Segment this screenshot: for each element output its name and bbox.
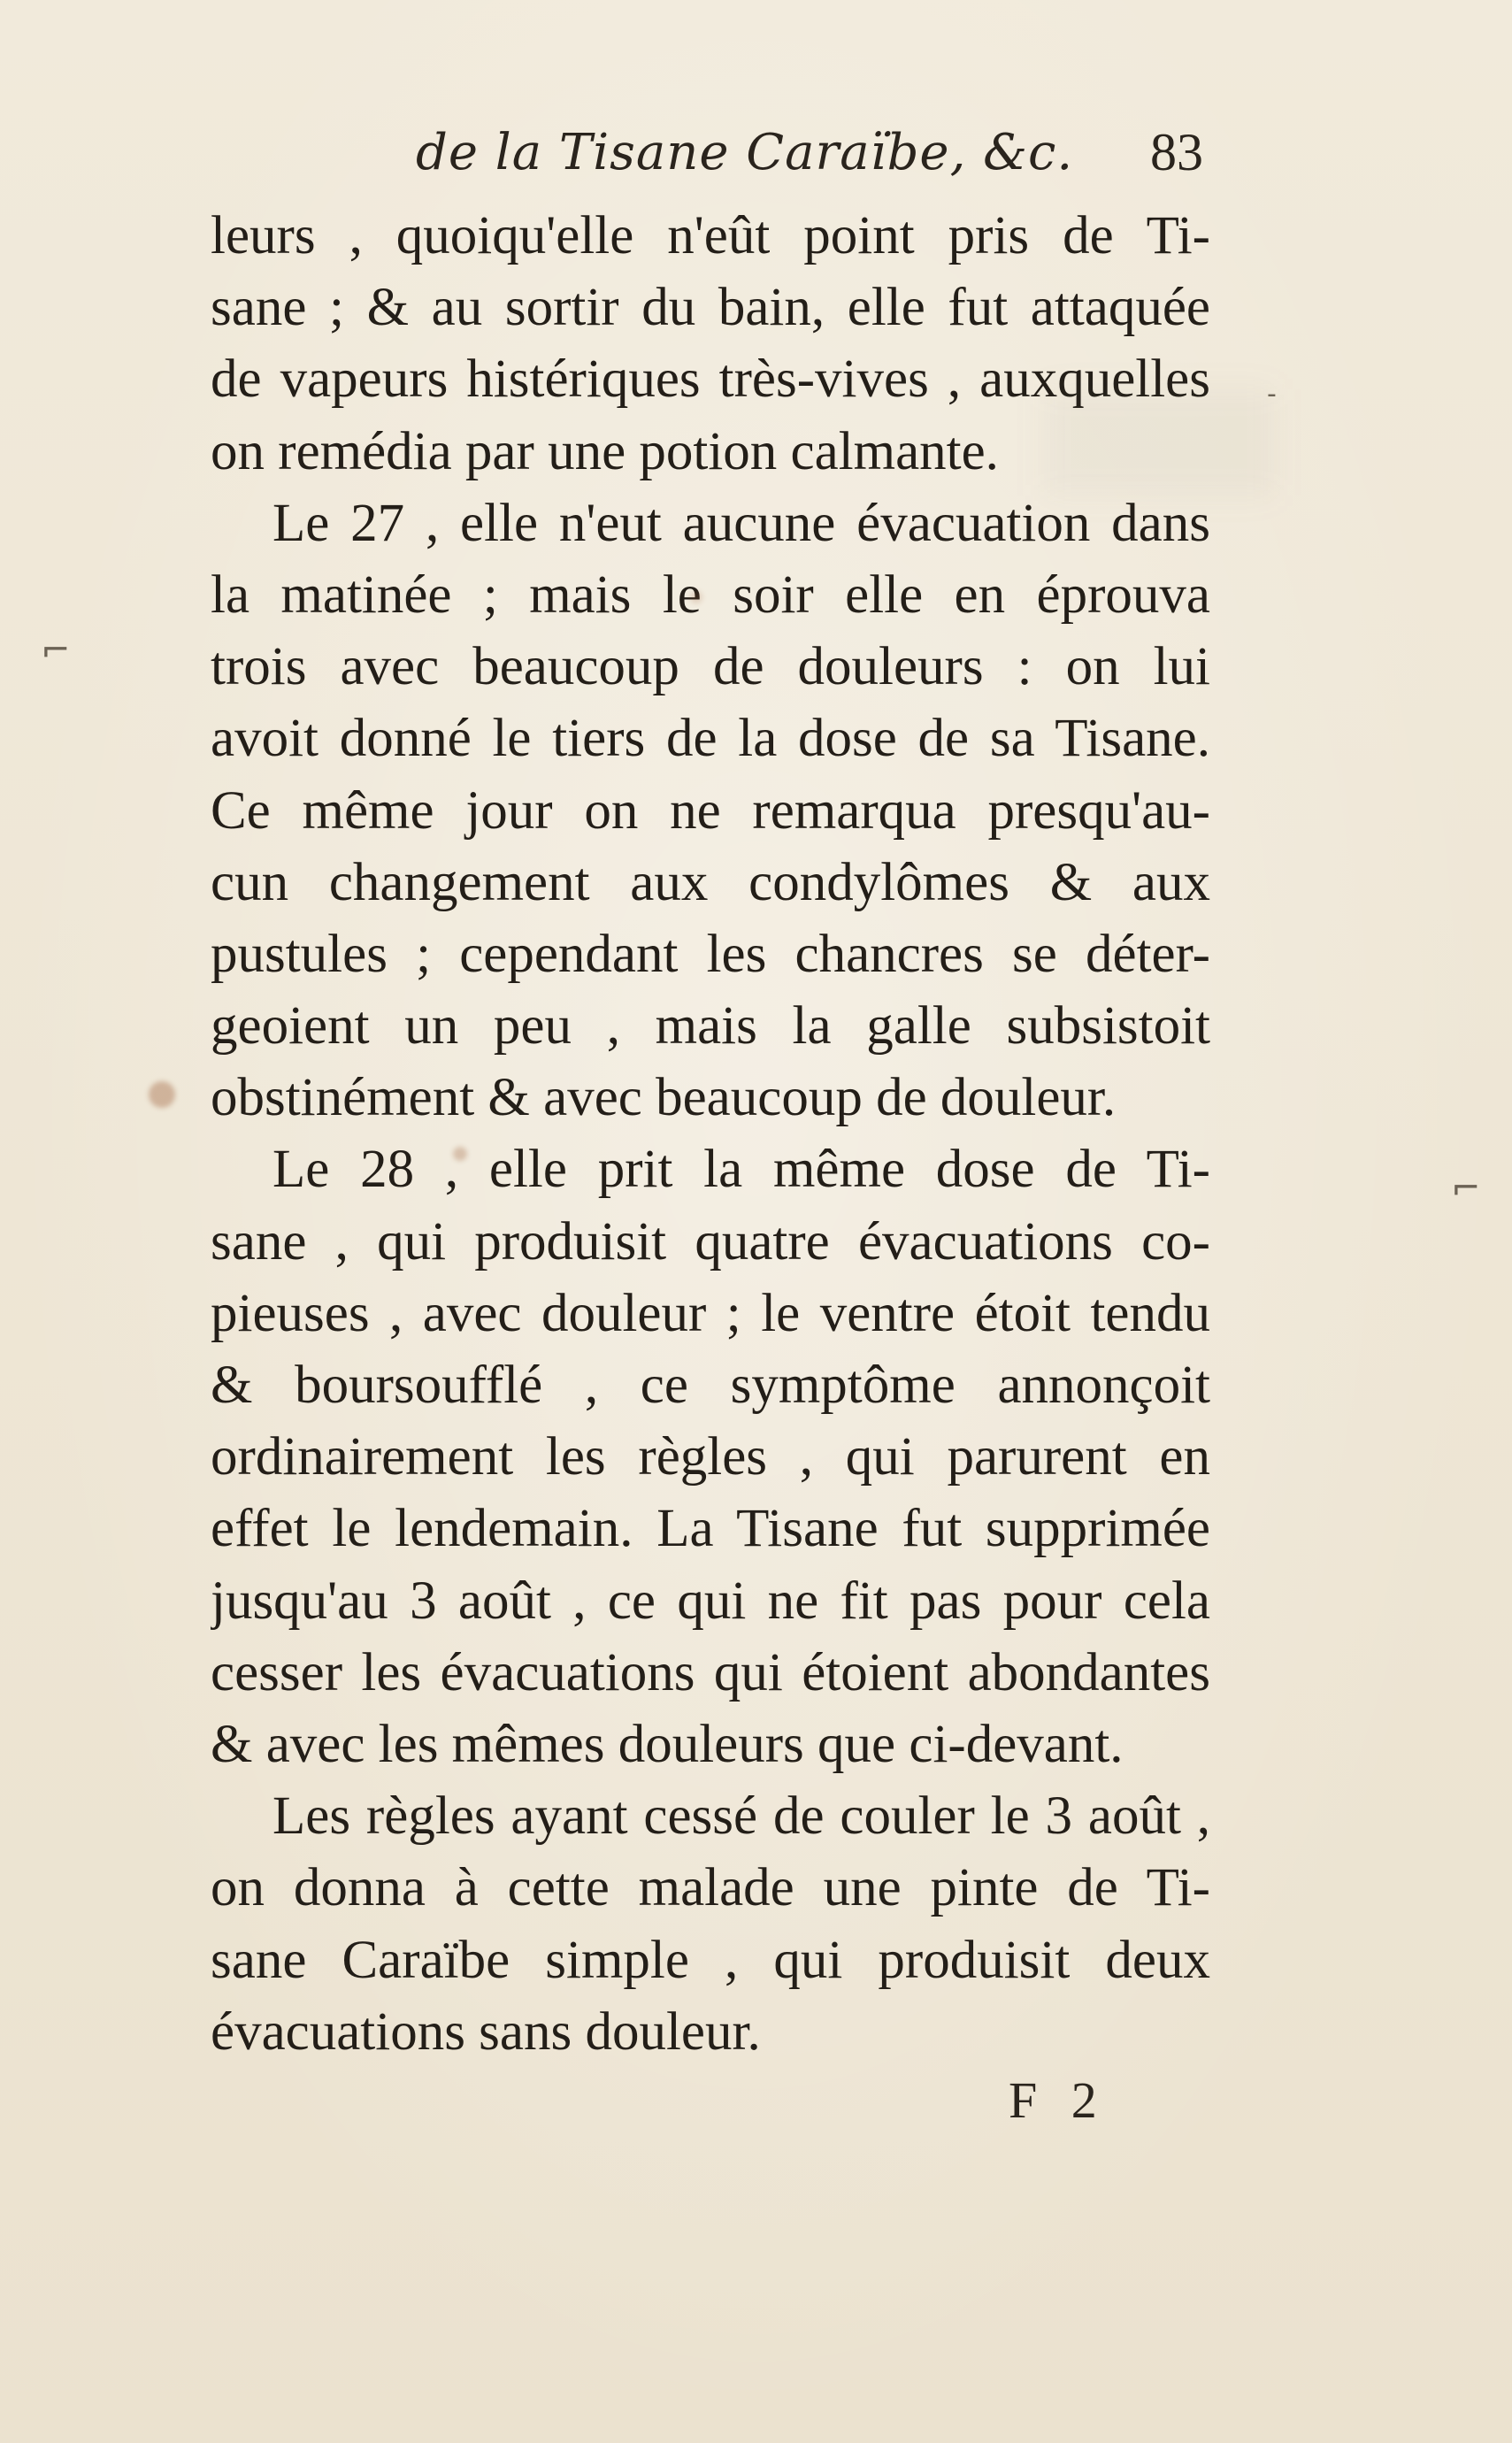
text-line: cesser les évacuations qui étoient abondantes	[211, 1642, 1210, 1702]
text-line: avoit donné le tiers de la dose de sa Tisane.	[211, 709, 1210, 769]
text-line: leurs , quoiqu'elle n'eût point pris de Ti-	[211, 206, 1210, 265]
text-line: trois avec beaucoup de douleurs : on lui	[211, 637, 1210, 697]
text-line: évacuations sans douleur.	[211, 2001, 761, 2062]
text-line: & boursoufflé , ce symptôme annonçoit	[211, 1356, 1210, 1415]
text-line: pieuses , avec douleur ; le ventre étoit tendu	[211, 1283, 1210, 1343]
running-title: de la Tisane Caraïbe, &c.	[416, 124, 1074, 181]
text-line: la matinée ; mais le soir elle en éprouva	[211, 565, 1210, 625]
margin-speck: ⌐	[1451, 1168, 1481, 1209]
body-text	[211, 200, 1210, 2068]
margin-speck: ⌐	[41, 630, 71, 671]
text-line: sane , qui produisit quatre évacuations co-	[211, 1211, 1210, 1271]
text-line: sane Caraïbe simple , qui produisit deux	[211, 1930, 1210, 1990]
foxing-stain	[690, 591, 702, 603]
foxing-stain	[149, 1081, 175, 1108]
text-line: cun changement aux condylômes & aux	[211, 852, 1210, 912]
text-line: on remédia par une potion calmante.	[211, 421, 999, 481]
text-line: ordinairement les règles , qui parurent en	[211, 1427, 1210, 1487]
text-line: Ce même jour on ne remarqua presqu'au-	[211, 780, 1210, 841]
text-line: de vapeurs histériques très-vives , auxquelles	[211, 350, 1210, 410]
margin-speck: -	[1267, 379, 1277, 410]
text-line: & avec les mêmes douleurs que ci-devant.	[211, 1714, 1124, 1774]
text-line: Le 28 , elle prit la même dose de Ti-	[272, 1140, 1210, 1200]
text-line: pustules ; cependant les chancres se déter-	[211, 924, 1210, 984]
text-line: obstinément & avec beaucoup de douleur.	[211, 1068, 1117, 1128]
signature-mark: F 2	[1009, 2071, 1108, 2129]
page-number: 83	[1150, 123, 1203, 181]
text-line: geoient un peu , mais la galle subsistoit	[211, 996, 1210, 1056]
text-line: on donna à cette malade une pinte de Ti-	[211, 1858, 1210, 1918]
text-line: jusqu'au 3 août , ce qui ne fit pas pour cela	[211, 1571, 1210, 1631]
text-line: Le 27 , elle n'eut aucune évacuation dans	[272, 493, 1210, 553]
text-line: Les règles ayant cessé de couler le 3 août ,	[272, 1786, 1210, 1847]
foxing-stain	[453, 1147, 467, 1161]
text-line: effet le lendemain. La Tisane fut supprimée	[211, 1499, 1210, 1559]
text-line: sane ; & au sortir du bain, elle fut attaquée	[211, 278, 1210, 338]
